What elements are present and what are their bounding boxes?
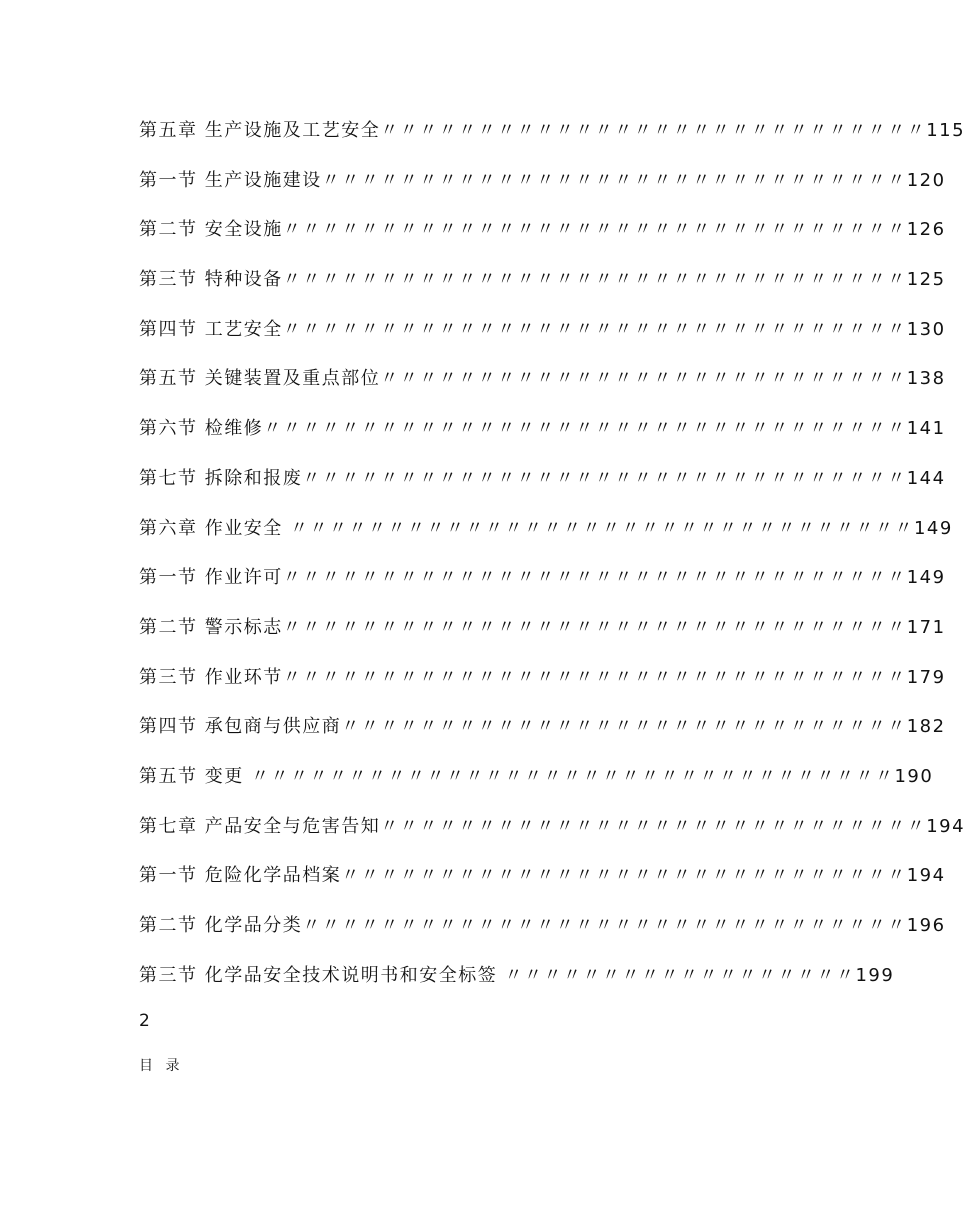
toc-entry-leader: 〃〃〃〃〃〃〃〃〃〃〃〃〃〃〃〃〃〃〃〃〃〃〃〃〃〃〃〃〃	[341, 865, 907, 887]
toc-entry-title: 警示标志	[204, 616, 283, 638]
toc-entry-title: 变更	[204, 765, 251, 787]
toc-entry-label: 第三节	[139, 964, 198, 986]
toc-entry-page: 199	[855, 964, 895, 986]
toc-entry-page: 179	[906, 666, 946, 688]
section-title: 目 录	[139, 1058, 184, 1074]
toc-entry[interactable]	[139, 168, 946, 218]
toc-entry-leader: 〃〃〃〃〃〃〃〃〃〃〃〃〃〃〃〃〃〃	[504, 964, 856, 986]
toc-entry-title: 危险化学品档案	[204, 865, 342, 887]
toc-entry[interactable]	[139, 118, 965, 168]
toc-entry-leader: 〃〃〃〃〃〃〃〃〃〃〃〃〃〃〃〃〃〃〃〃〃〃〃〃〃〃〃〃	[380, 120, 927, 141]
toc-entry-leader: 〃〃〃〃〃〃〃〃〃〃〃〃〃〃〃〃〃〃〃〃〃〃〃〃〃〃〃〃〃〃〃〃	[282, 616, 907, 638]
toc-entry[interactable]	[139, 814, 965, 864]
page-number: 2	[139, 1011, 150, 1031]
toc-entry-title: 化学品分类	[204, 915, 303, 936]
toc-entry-leader: 〃〃〃〃〃〃〃〃〃〃〃〃〃〃〃〃〃〃〃〃〃〃〃〃〃〃〃〃〃〃〃〃	[282, 567, 907, 589]
toc-entry-title: 拆除和报废	[204, 467, 303, 489]
toc-entry-title: 关键装置及重点部位	[204, 368, 381, 390]
toc-entry-page: 115	[926, 120, 965, 141]
toc-entry[interactable]	[139, 615, 946, 665]
toc-entry-label: 第一节	[139, 567, 198, 589]
toc-entry-page: 138	[906, 368, 946, 390]
toc-entry-label: 第二节	[139, 616, 198, 638]
toc-entry[interactable]	[139, 764, 934, 814]
toc-entry-label: 第二节	[139, 915, 198, 936]
toc-entry-page: 190	[894, 765, 934, 787]
toc-entry-leader: 〃〃〃〃〃〃〃〃〃〃〃〃〃〃〃〃〃〃〃〃〃〃〃〃〃〃〃〃〃〃〃〃〃	[250, 765, 895, 787]
toc-entry-label: 第一节	[139, 169, 198, 191]
toc-entry-page: 125	[906, 269, 946, 291]
toc-entry-label: 第四节	[139, 716, 198, 738]
toc-entry-label: 第四节	[139, 318, 198, 340]
toc-entry-leader: 〃〃〃〃〃〃〃〃〃〃〃〃〃〃〃〃〃〃〃〃〃〃〃〃〃〃〃〃〃	[341, 716, 907, 738]
toc-entry-title: 作业环节	[204, 666, 283, 688]
toc-entry[interactable]	[139, 863, 946, 913]
toc-entry-label: 第七节	[139, 467, 198, 489]
toc-entry-page: 149	[913, 517, 953, 539]
toc-entry-leader: 〃〃〃〃〃〃〃〃〃〃〃〃〃〃〃〃〃〃〃〃〃〃〃〃〃〃〃〃〃〃〃	[302, 467, 907, 489]
toc-entry-title: 安全设施	[204, 219, 283, 241]
toc-entry-page: 120	[906, 169, 946, 191]
toc-entry-label: 第五节	[139, 765, 198, 787]
toc-entry-leader: 〃〃〃〃〃〃〃〃〃〃〃〃〃〃〃〃〃〃〃〃〃〃〃〃〃〃〃〃〃〃〃〃	[289, 517, 914, 539]
toc-entry-leader: 〃〃〃〃〃〃〃〃〃〃〃〃〃〃〃〃〃〃〃〃〃〃〃〃〃〃〃〃	[380, 815, 927, 837]
toc-entry[interactable]	[139, 317, 946, 367]
toc-entry-page: 182	[906, 716, 946, 738]
toc-entry-page: 144	[906, 467, 946, 489]
toc-entry-label: 第二节	[139, 219, 198, 241]
toc-entry-page: 149	[906, 567, 946, 589]
toc-entry-label: 第六节	[139, 418, 198, 440]
toc-entry[interactable]	[139, 516, 953, 566]
toc-entry[interactable]	[139, 267, 946, 317]
toc-entry-leader: 〃〃〃〃〃〃〃〃〃〃〃〃〃〃〃〃〃〃〃〃〃〃〃〃〃〃〃〃〃〃〃〃〃	[263, 418, 907, 440]
toc-entry-label: 第三节	[139, 269, 198, 291]
toc-entry[interactable]	[139, 913, 946, 963]
toc-entry-leader: 〃〃〃〃〃〃〃〃〃〃〃〃〃〃〃〃〃〃〃〃〃〃〃〃〃〃〃〃〃〃	[321, 169, 907, 191]
toc-entry-title: 生产设施建设	[204, 169, 322, 191]
toc-entry-label: 第五节	[139, 368, 198, 390]
toc-entry-label: 第五章	[139, 120, 198, 141]
toc-entry-title: 承包商与供应商	[204, 716, 342, 738]
toc-entry-leader: 〃〃〃〃〃〃〃〃〃〃〃〃〃〃〃〃〃〃〃〃〃〃〃〃〃〃〃〃〃〃〃〃	[282, 219, 907, 241]
toc-entry[interactable]	[139, 714, 946, 764]
toc-entry-title: 化学品安全技术说明书和安全标签	[204, 964, 505, 986]
toc-entry[interactable]	[139, 217, 946, 267]
toc-entry-label: 第三节	[139, 666, 198, 688]
toc-entry-page: 196	[906, 915, 946, 936]
toc-entry-leader: 〃〃〃〃〃〃〃〃〃〃〃〃〃〃〃〃〃〃〃〃〃〃〃〃〃〃〃〃〃〃〃〃	[282, 666, 907, 688]
toc-entry-page: 126	[906, 219, 946, 241]
toc-entry-title: 作业安全	[204, 517, 290, 539]
toc-entry-page: 194	[906, 865, 946, 887]
toc-entry[interactable]	[139, 366, 946, 416]
toc-entry-title: 特种设备	[204, 269, 283, 291]
toc-entry-title: 生产设施及工艺安全	[204, 120, 381, 141]
toc-entry-label: 第七章	[139, 815, 198, 837]
toc-entry-leader: 〃〃〃〃〃〃〃〃〃〃〃〃〃〃〃〃〃〃〃〃〃〃〃〃〃〃〃〃〃〃〃〃	[282, 269, 907, 291]
toc-entry-title: 产品安全与危害告知	[204, 815, 381, 837]
toc-entry-title: 作业许可	[204, 567, 283, 589]
table-of-contents	[139, 118, 965, 1012]
toc-entry-title: 检维修	[204, 418, 264, 440]
toc-entry-leader: 〃〃〃〃〃〃〃〃〃〃〃〃〃〃〃〃〃〃〃〃〃〃〃〃〃〃〃〃〃〃〃	[302, 915, 907, 936]
toc-entry[interactable]	[139, 963, 899, 1013]
toc-entry[interactable]	[139, 416, 946, 466]
toc-entry[interactable]	[139, 565, 946, 615]
toc-entry-page: 130	[906, 318, 946, 340]
toc-entry-page: 171	[906, 616, 946, 638]
toc-entry-label: 第六章	[139, 517, 198, 539]
toc-entry-label: 第一节	[139, 865, 198, 887]
toc-entry[interactable]	[139, 466, 946, 516]
toc-entry-page: 194	[926, 815, 965, 837]
toc-entry-page: 141	[906, 418, 946, 440]
toc-entry-title: 工艺安全	[204, 318, 283, 340]
toc-entry-leader: 〃〃〃〃〃〃〃〃〃〃〃〃〃〃〃〃〃〃〃〃〃〃〃〃〃〃〃	[380, 368, 907, 390]
toc-entry-leader: 〃〃〃〃〃〃〃〃〃〃〃〃〃〃〃〃〃〃〃〃〃〃〃〃〃〃〃〃〃〃〃〃	[282, 318, 907, 340]
toc-entry[interactable]	[139, 665, 946, 715]
